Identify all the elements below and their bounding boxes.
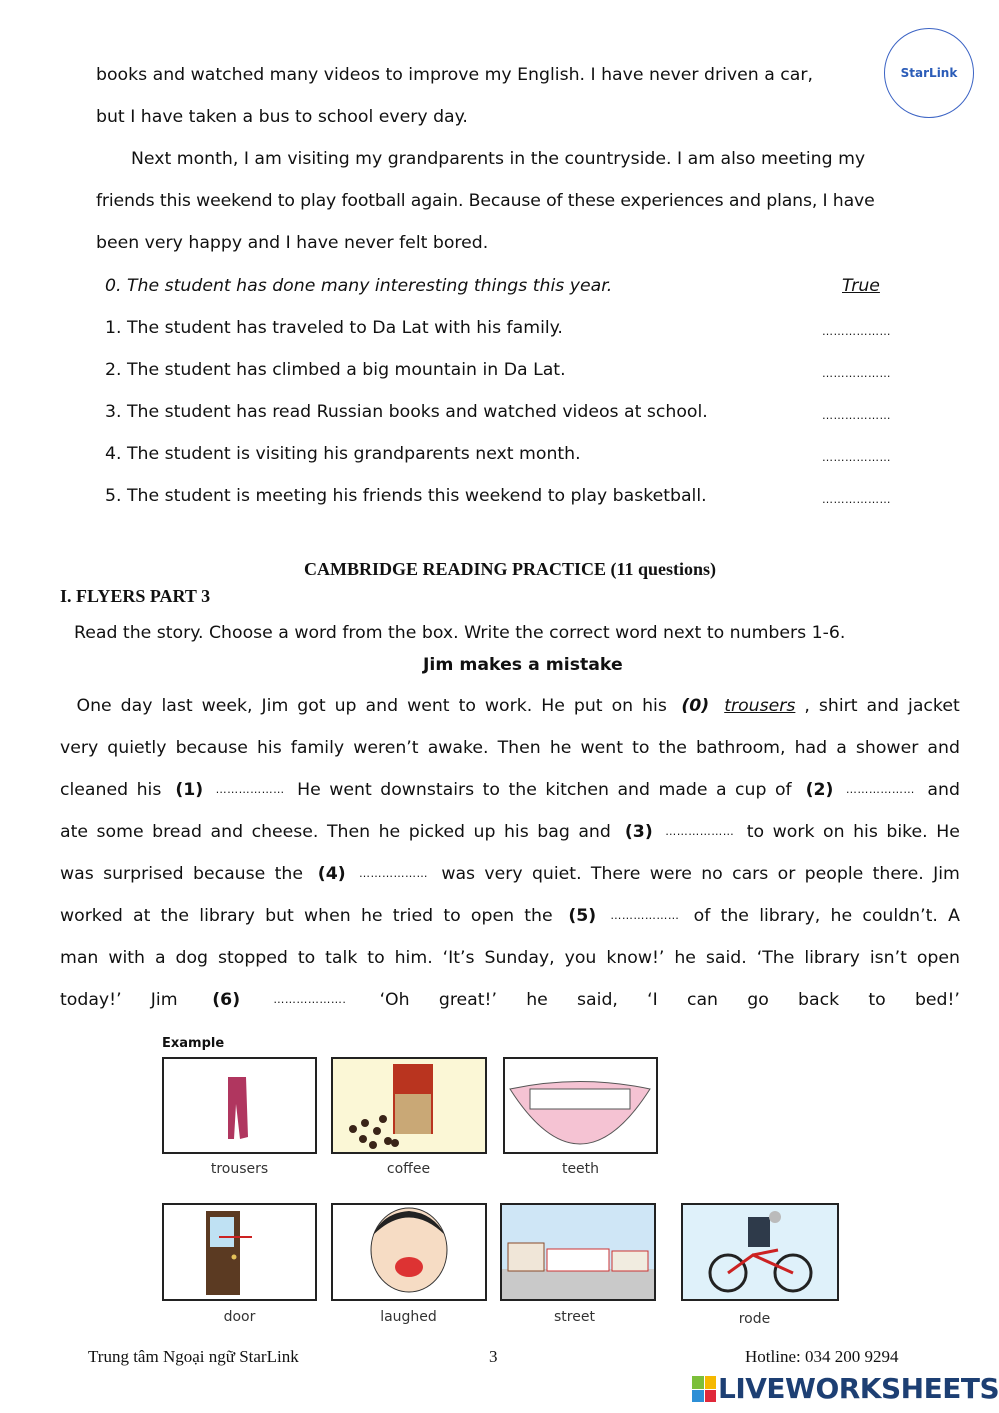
story-text: downstairs bbox=[380, 780, 475, 800]
story-text: library, bbox=[759, 906, 821, 926]
story-text: He bbox=[297, 780, 321, 800]
story-line bbox=[60, 736, 960, 760]
statement: 2. The student has climbed a big mountain in Da Lat. bbox=[105, 360, 566, 380]
picture-caption: coffee bbox=[386, 1161, 431, 1177]
story-text: isn’t bbox=[869, 948, 907, 968]
story-text: can bbox=[686, 990, 719, 1010]
story-text: of bbox=[693, 906, 711, 926]
story-text: cup bbox=[735, 780, 767, 800]
story-text: awake. bbox=[427, 738, 489, 758]
story-text: Jim bbox=[261, 696, 289, 716]
story-text: put bbox=[573, 696, 603, 716]
story-text: went bbox=[407, 696, 450, 716]
story-text: or bbox=[777, 864, 796, 884]
answer-blank[interactable]: ……………… bbox=[822, 451, 891, 464]
picture-caption: trousers bbox=[210, 1161, 269, 1177]
picture-coffee bbox=[331, 1057, 487, 1154]
answer-blank[interactable]: ……………… bbox=[822, 367, 891, 380]
story-text: you bbox=[564, 948, 597, 968]
story-text: and bbox=[927, 780, 960, 800]
story-text: surprised bbox=[103, 864, 184, 884]
story-text: the bbox=[274, 864, 309, 884]
story-text: week, bbox=[201, 696, 253, 716]
story-text: to bbox=[297, 948, 316, 968]
story-text: ate bbox=[60, 822, 88, 842]
story-text: when bbox=[304, 906, 351, 926]
story-text: talk bbox=[325, 948, 358, 968]
story-text: up bbox=[473, 822, 496, 842]
answer-blank[interactable]: ……………… bbox=[354, 867, 432, 880]
section-title: CAMBRIDGE READING PRACTICE (11 questions) bbox=[304, 559, 717, 579]
story-text: Jim bbox=[150, 990, 184, 1010]
story-text: a bbox=[154, 948, 166, 968]
question-number: (1) bbox=[175, 780, 204, 800]
answer-blank[interactable]: ……………… bbox=[841, 783, 919, 796]
liveworksheets-icon bbox=[692, 1376, 716, 1402]
story-text: There bbox=[590, 864, 641, 884]
example-label: Example bbox=[162, 1036, 225, 1051]
story-text: go bbox=[747, 990, 769, 1010]
story-text: to bbox=[632, 738, 650, 758]
logo-text: StarLink bbox=[900, 66, 958, 80]
story-text: his bbox=[503, 822, 529, 842]
story-text: his bbox=[136, 780, 167, 800]
story-text: his bbox=[642, 696, 673, 716]
story-text: he bbox=[360, 906, 383, 926]
story-text: last bbox=[161, 696, 193, 716]
story-text: up bbox=[334, 696, 357, 716]
story-text: were bbox=[649, 864, 692, 884]
story-text: He bbox=[541, 696, 565, 716]
story-text: to bbox=[482, 780, 500, 800]
question-number: (5) bbox=[568, 906, 597, 926]
story-text: family bbox=[290, 738, 345, 758]
story-text: because bbox=[175, 738, 248, 758]
story-text: on bbox=[823, 822, 845, 842]
picture-laughed bbox=[331, 1203, 487, 1301]
story-text: very bbox=[60, 738, 99, 758]
story-text: tried bbox=[392, 906, 434, 926]
story-text: he bbox=[830, 906, 853, 926]
answer-blank[interactable]: ……………… bbox=[822, 493, 891, 506]
story-text: quiet. bbox=[531, 864, 582, 884]
story-text: and bbox=[927, 738, 960, 758]
story-text: ‘Oh bbox=[379, 990, 410, 1010]
picture-caption: laughed bbox=[380, 1309, 437, 1325]
story-text: library bbox=[804, 948, 860, 968]
story-text: and bbox=[210, 822, 244, 842]
story-text: weren’t bbox=[353, 738, 419, 758]
story-text: picked bbox=[408, 822, 465, 842]
story-line bbox=[60, 988, 960, 1012]
picture-caption: door bbox=[223, 1309, 256, 1325]
starlink-logo bbox=[884, 28, 974, 118]
story-text: , bbox=[804, 696, 810, 716]
story-text: some bbox=[96, 822, 144, 842]
story-text: was bbox=[441, 864, 476, 884]
answer-blank[interactable]: ………………. bbox=[269, 993, 351, 1006]
story-text: he bbox=[674, 948, 696, 968]
story-text: quietly bbox=[107, 738, 167, 758]
story-text: cheese. bbox=[251, 822, 319, 842]
story-text: (0) bbox=[681, 696, 716, 716]
story-text: a bbox=[715, 780, 727, 800]
story-line bbox=[60, 904, 960, 928]
story-text: Sunday, bbox=[484, 948, 555, 968]
story-text: cleaned bbox=[60, 780, 129, 800]
story-text: trousers bbox=[724, 696, 796, 716]
story-text: and bbox=[866, 696, 900, 716]
story-text: he bbox=[378, 822, 401, 842]
story-text: to bbox=[367, 948, 385, 968]
story-text: One bbox=[60, 696, 112, 716]
story-title: Jim makes a mistake bbox=[423, 655, 623, 675]
footer-hotline: Hotline: 034 200 9294 bbox=[745, 1347, 899, 1366]
story-text: He bbox=[936, 822, 960, 842]
story-text: cars bbox=[732, 864, 769, 884]
answer-blank[interactable]: ……………… bbox=[211, 783, 289, 796]
story-text: great!’ bbox=[438, 990, 497, 1010]
footer-center-name: Trung tâm Ngoại ngữ StarLink bbox=[88, 1347, 299, 1366]
statement: 1. The student has traveled to Da Lat with his family. bbox=[105, 318, 563, 338]
story-text: went bbox=[580, 738, 623, 758]
story-text: man bbox=[60, 948, 99, 968]
story-text: ‘It’s bbox=[442, 948, 475, 968]
story-text: to bbox=[458, 696, 476, 716]
story-text: made bbox=[658, 780, 708, 800]
passage-line: but I have taken a bus to school every day. bbox=[96, 107, 468, 127]
story-text: kitchen bbox=[545, 780, 609, 800]
answer-blank[interactable]: ……………… bbox=[661, 825, 739, 838]
story-text: at bbox=[133, 906, 151, 926]
story-text: ‘I bbox=[647, 990, 658, 1010]
story-text: and bbox=[617, 780, 650, 800]
story-text: said, bbox=[577, 990, 618, 1010]
question-number: (3) bbox=[624, 822, 653, 842]
story-line bbox=[60, 820, 960, 844]
page-number: 3 bbox=[489, 1347, 498, 1366]
question-number: (2) bbox=[805, 780, 834, 800]
story-text: to bbox=[868, 990, 886, 1010]
story-text: back bbox=[798, 990, 840, 1010]
story-text: he bbox=[549, 738, 572, 758]
story-text: Then bbox=[497, 738, 541, 758]
story-text: the bbox=[658, 738, 687, 758]
story-text: worked bbox=[60, 906, 123, 926]
story-text: today!’ bbox=[60, 990, 122, 1010]
answer-blank[interactable]: ……………… bbox=[822, 409, 891, 422]
story-text: went bbox=[329, 780, 372, 800]
story-text: on bbox=[611, 696, 634, 716]
story-text: him. bbox=[394, 948, 433, 968]
story-text: bike. bbox=[886, 822, 928, 842]
story-text: A bbox=[948, 906, 960, 926]
story-text: bed!’ bbox=[914, 990, 960, 1010]
story-text: the bbox=[160, 906, 190, 926]
passage-line: friends this weekend to play football again. Because of these experiences and plans, I have bbox=[96, 191, 875, 211]
picture-trousers bbox=[162, 1057, 317, 1154]
story-text: work. bbox=[484, 696, 533, 716]
statement: 5. The student is meeting his friends this weekend to play basketball. bbox=[105, 486, 707, 506]
passage-line: Next month, I am visiting my grandparents in the countryside. I am also meeting my bbox=[131, 149, 866, 169]
story-text: to bbox=[746, 822, 765, 842]
passage-line: books and watched many videos to improve my English. I have never driven a car, bbox=[96, 65, 813, 85]
story-text: bread bbox=[152, 822, 202, 842]
story-text: library bbox=[199, 906, 255, 926]
story-text: to bbox=[443, 906, 461, 926]
story-line bbox=[60, 946, 960, 970]
part-title: I. FLYERS PART 3 bbox=[60, 586, 211, 606]
liveworksheets-brand: LIVEWORKSHEETS bbox=[718, 1372, 999, 1405]
story-text: shirt bbox=[818, 696, 858, 716]
story-text: got bbox=[297, 696, 326, 716]
story-text: because bbox=[192, 864, 266, 884]
statement: 4. The student is visiting his grandparents next month. bbox=[105, 444, 581, 464]
story-text: bag bbox=[537, 822, 570, 842]
story-text: the bbox=[524, 906, 559, 926]
story-text: jacket bbox=[908, 696, 960, 716]
picture-teeth bbox=[503, 1057, 658, 1154]
story-text: but bbox=[265, 906, 294, 926]
story-text: people bbox=[804, 864, 864, 884]
story-text: open bbox=[916, 948, 960, 968]
picture-caption: teeth bbox=[561, 1161, 600, 1177]
story-text: day bbox=[120, 696, 153, 716]
story-text: had bbox=[794, 738, 828, 758]
story-text: bathroom, bbox=[696, 738, 786, 758]
statement: 3. The student has read Russian books and watched videos at school. bbox=[105, 402, 708, 422]
passage-line: been very happy and I have never felt bored. bbox=[96, 233, 489, 253]
story-text: said. bbox=[705, 948, 747, 968]
statement-example-answer: True bbox=[842, 276, 880, 296]
question-number: (4) bbox=[317, 864, 346, 884]
story-text: with bbox=[108, 948, 146, 968]
story-text: no bbox=[701, 864, 723, 884]
story-text: work bbox=[772, 822, 815, 842]
picture-caption: street bbox=[554, 1309, 595, 1325]
answer-blank[interactable]: ……………… bbox=[822, 325, 891, 338]
picture-rode bbox=[681, 1203, 839, 1301]
picture-street bbox=[500, 1203, 656, 1301]
story-line bbox=[60, 778, 960, 802]
story-text: the bbox=[508, 780, 537, 800]
story-line bbox=[60, 694, 960, 718]
story-text: his bbox=[853, 822, 878, 842]
question-number: (6) bbox=[212, 990, 241, 1010]
story-text: shower bbox=[855, 738, 919, 758]
story-text: very bbox=[484, 864, 523, 884]
story-text: stopped bbox=[217, 948, 288, 968]
story-text: there. bbox=[872, 864, 924, 884]
story-text: the bbox=[720, 906, 749, 926]
answer-blank[interactable]: ……………… bbox=[606, 909, 684, 922]
instruction: Read the story. Choose a word from the box. Write the correct word next to numbers 1-6. bbox=[74, 623, 846, 643]
story-line bbox=[60, 862, 960, 886]
story-text: a bbox=[836, 738, 847, 758]
story-text: dog bbox=[175, 948, 209, 968]
picture-door bbox=[162, 1203, 317, 1301]
story-text: Then bbox=[326, 822, 371, 842]
story-text: his bbox=[256, 738, 282, 758]
statement-example: 0. The student has done many interesting things this year. bbox=[105, 276, 613, 296]
story-text: ‘The bbox=[756, 948, 795, 968]
story-text: of bbox=[774, 780, 798, 800]
story-text: and bbox=[578, 822, 617, 842]
story-text: and bbox=[365, 696, 399, 716]
story-text: open bbox=[470, 906, 515, 926]
story-text: couldn’t. bbox=[862, 906, 938, 926]
story-text: know!’ bbox=[606, 948, 665, 968]
story-text: he bbox=[526, 990, 548, 1010]
story-text: Jim bbox=[933, 864, 960, 884]
picture-caption: rode bbox=[738, 1311, 771, 1327]
story-text: was bbox=[60, 864, 94, 884]
